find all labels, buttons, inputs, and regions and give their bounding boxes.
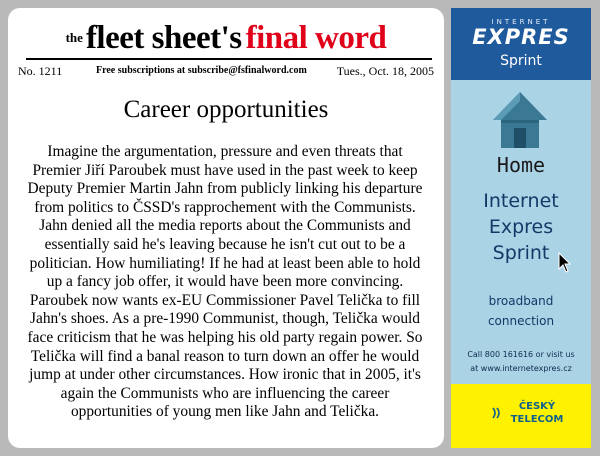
cesky-telecom-logo-block: [451, 384, 591, 448]
ad-logo-internet: INTERNET: [491, 18, 551, 26]
ad-product-line-2: Expres: [488, 216, 554, 238]
mouse-cursor-icon: [558, 252, 572, 274]
masthead-fleet-sheets: fleet sheet's: [85, 20, 242, 56]
ad-logo-block: [451, 8, 591, 80]
cesky-telecom-wordmark: [497, 400, 577, 426]
ad-logo-expres: EXPRES: [472, 25, 570, 49]
newsletter-card: [8, 8, 444, 448]
ad-contact-line-2: at www.internetexpres.cz: [470, 364, 572, 373]
home-icon: [491, 90, 549, 150]
ad-home-label: Home: [496, 153, 546, 177]
internet-expres-ad-banner[interactable]: [451, 8, 591, 448]
masthead: [8, 20, 444, 62]
subscription-link[interactable]: Free subscriptions at subscribe@fsfinalword.com: [96, 65, 307, 76]
ad-product-line-1: Internet: [483, 190, 559, 212]
masthead-final-word: final word: [245, 20, 387, 56]
issue-number: No. 1211: [18, 64, 63, 78]
ad-contact-line-1: Call 800 161616 or visit us: [467, 350, 575, 359]
issue-info-bar: [18, 64, 434, 80]
issue-date: Tues., Oct. 18, 2005: [336, 64, 434, 78]
article-body: Imagine the argumentation, pressure and even threats that Premier Jiří Paroubek must have used in the past week to keep Deputy Premier Martin Jahn from publicly linking his departure from politics to ČSSD's rapprochement with the Communists. Jahn denied all the media reports about the Communists and essentially said he's leaving because he isn't cut out to be a politician. How humiliating! If he had at least been able to hold up a fancy job offer, it would have been more convincing. Paroubek now wants ex-EU Commissioner Pavel Telička to fill Jahn's shoes. As a pre-1990 Communist, though, Telička would face criticism that he was helping his old party regain power. So Telička will find a banal reason to turn down an offer he would jump at under other circumstances. How ironic that in 2005, it's again the Communists who are influencing the career opportunities of young men like Jahn and Telička.: [27, 143, 423, 421]
ad-broadband-line-2: connection: [487, 314, 555, 328]
ad-product-line-3: Sprint: [492, 242, 550, 264]
masthead-rule: [26, 58, 432, 60]
article-headline: Career opportunities: [123, 96, 329, 123]
ad-logo-sprint: Sprint: [500, 53, 542, 69]
cesky-telecom-line-2: TELECOM: [510, 414, 564, 425]
cesky-telecom-line-1: ČESKÝ: [518, 401, 556, 412]
ad-broadband-line-1: broadband: [488, 294, 554, 308]
masthead-the: the: [65, 30, 83, 45]
